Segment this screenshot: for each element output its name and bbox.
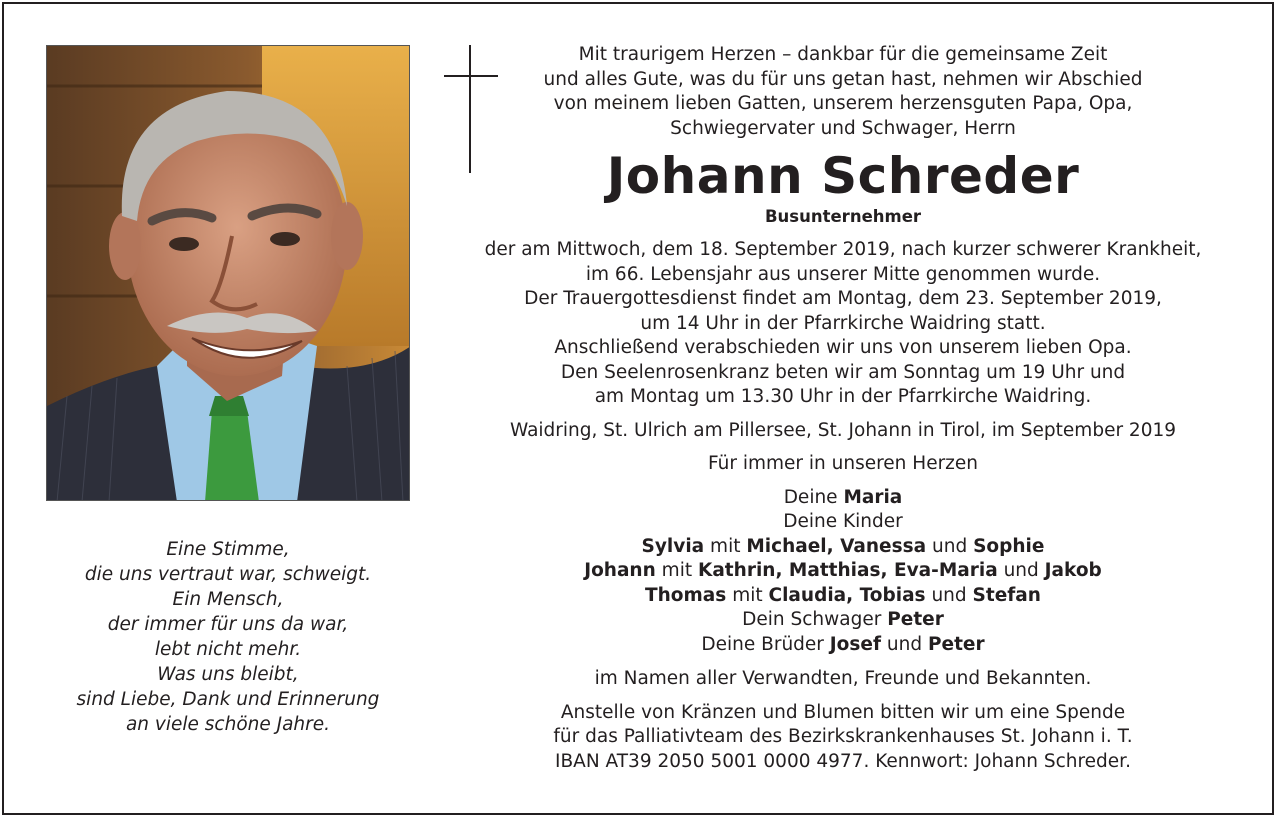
deceased-name: Johann Schreder xyxy=(606,147,1080,205)
child-line: Sylvia mit Michael, Vanessa und Sophie xyxy=(641,535,1045,557)
poem-line: die uns vertraut war, schweigt. xyxy=(84,564,372,585)
place-date: Waidring, St. Ulrich am Pillersee, St. Johann in Tirol, im September 2019 xyxy=(509,419,1177,441)
announcement-line: um 14 Uhr in der Pfarrkirche Waidring statt. xyxy=(640,312,1046,334)
donation-line: für das Palliativteam des Bezirkskrankenhauses St. Johann i. T. xyxy=(553,726,1133,747)
child-line: Thomas mit Claudia, Tobias und Stefan xyxy=(645,584,1041,606)
announcement-line: Anschließend verabschieden wir uns von unserem lieben Opa. xyxy=(554,337,1132,358)
obituary-text xyxy=(440,43,1246,774)
intro-line: Mit traurigem Herzen – dankbar für die gemeinsame Zeit xyxy=(578,44,1108,65)
intro-line: Schwiegervater und Schwager, Herrn xyxy=(670,117,1016,139)
wife-line: Deine Maria xyxy=(783,486,903,508)
donation-line: IBAN AT39 2050 5001 0000 4977. Kennwort: Johann Schreder. xyxy=(555,750,1131,772)
relatives-line: im Namen aller Verwandten, Freunde und Bekannten. xyxy=(594,668,1092,689)
announcement-line: Den Seelenrosenkranz beten wir am Sonntag um 19 Uhr und xyxy=(560,361,1126,383)
forever-line: Für immer in unseren Herzen xyxy=(707,453,978,474)
announcement-line: Der Trauergottesdienst findet am Montag, dem 23. September 2019, xyxy=(524,288,1162,309)
intro-line: von meinem lieben Gatten, unserem herzensguten Papa, Opa, xyxy=(553,93,1133,114)
announcement-line: am Montag um 13.30 Uhr in der Pfarrkirche Waidring. xyxy=(594,386,1092,407)
deceased-title: Busunternehmer xyxy=(764,207,922,226)
announcement-line: im 66. Lebensjahr aus unserer Mitte genommen wurde. xyxy=(585,263,1101,285)
intro-line: und alles Gute, was du für uns getan hast, nehmen wir Abschied xyxy=(543,68,1143,90)
poem-line: Eine Stimme, xyxy=(166,539,290,560)
donation-line: Anstelle von Kränzen und Blumen bitten wir um eine Spende xyxy=(560,701,1126,723)
announcement-line: der am Mittwoch, dem 18. September 2019, nach kurzer schwerer Krankheit, xyxy=(484,239,1202,260)
poem-line: Ein Mensch, xyxy=(172,589,284,610)
children-label: Deine Kinder xyxy=(783,511,903,532)
brother-in-law-line: Dein Schwager Peter xyxy=(742,609,944,630)
poem-line: lebt nicht mehr. xyxy=(154,639,302,660)
brothers-line: Deine Brüder Josef und Peter xyxy=(701,633,985,655)
poem-line: an viele schöne Jahre. xyxy=(125,714,331,735)
poem xyxy=(40,537,416,737)
poem-line: der immer für uns da war, xyxy=(107,614,349,635)
portrait-photo xyxy=(46,45,410,501)
child-line: Johann mit Kathrin, Matthias, Eva-Maria und Jakob xyxy=(584,560,1102,581)
poem-line: sind Liebe, Dank und Erinnerung xyxy=(76,689,380,710)
poem-line: Was uns bleibt, xyxy=(157,664,299,685)
